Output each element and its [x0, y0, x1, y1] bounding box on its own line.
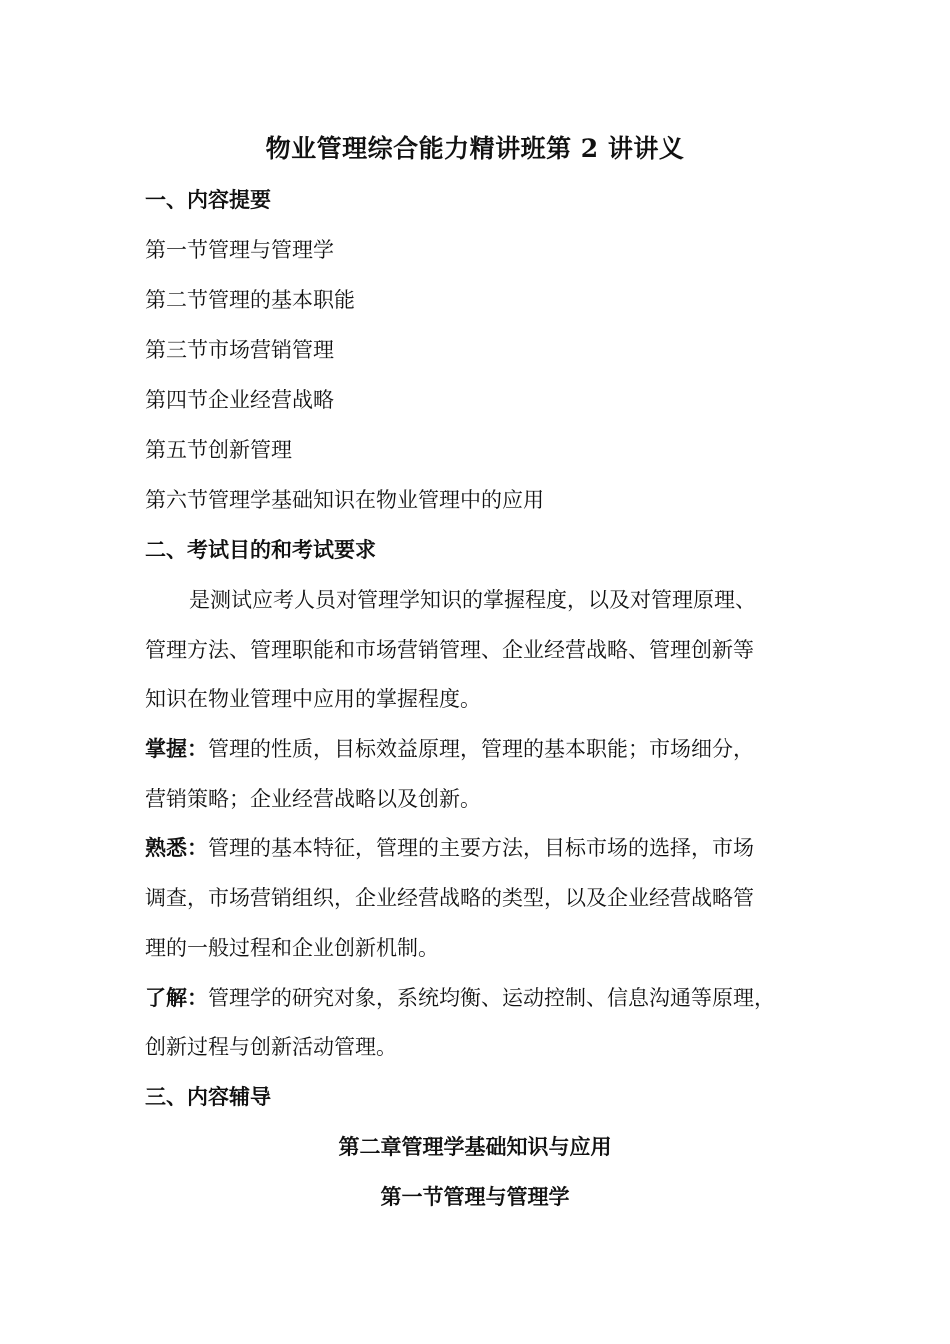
understand-line [145, 983, 815, 1013]
master-line: 营销策略；企业经营战略以及创新。 [145, 787, 481, 811]
summary-item: 第五节创新管理 [145, 438, 292, 462]
section-heading-summary: 一、内容提要 [145, 187, 271, 212]
familiar-line: 调查，市场营销组织，企业经营战略的类型，以及企业经营战略管 [145, 886, 754, 910]
master-line [145, 734, 815, 764]
section-heading-exam-requirements: 二、考试目的和考试要求 [145, 537, 376, 562]
paragraph-line: 知识在物业管理中应用的掌握程度。 [145, 687, 481, 711]
section-heading-content-guidance: 三、内容辅导 [145, 1084, 271, 1109]
summary-item: 第三节市场营销管理 [145, 338, 334, 362]
familiar-label: 熟悉： [145, 835, 208, 860]
master-label: 掌握： [145, 736, 208, 761]
understand-line: 创新过程与创新活动管理。 [145, 1035, 397, 1059]
familiar-text: 管理的基本特征，管理的主要方法，目标市场的选择，市场 [208, 836, 754, 860]
chapter-title: 第二章管理学基础知识与应用 [338, 1134, 612, 1159]
summary-item: 第六节管理学基础知识在物业管理中的应用 [145, 488, 544, 512]
master-text: 管理的性质，目标效益原理，管理的基本职能；市场细分， [208, 737, 754, 761]
summary-item: 第二节管理的基本职能 [145, 288, 355, 312]
document-title: 物业管理综合能力精讲班第 2 讲讲义 [265, 134, 685, 163]
familiar-line [145, 833, 815, 863]
familiar-line: 理的一般过程和企业创新机制。 [145, 936, 439, 960]
paragraph-line: 管理方法、管理职能和市场营销管理、企业经营战略、管理创新等 [145, 638, 754, 662]
summary-item: 第四节企业经营战略 [145, 388, 334, 412]
understand-label: 了解： [145, 985, 208, 1010]
understand-text: 管理学的研究对象，系统均衡、运动控制、信息沟通等原理， [208, 986, 775, 1010]
summary-item: 第一节管理与管理学 [145, 238, 334, 262]
paragraph-line: 是测试应考人员对管理学知识的掌握程度，以及对管理原理、 [189, 588, 756, 612]
section-title: 第一节管理与管理学 [380, 1184, 570, 1209]
